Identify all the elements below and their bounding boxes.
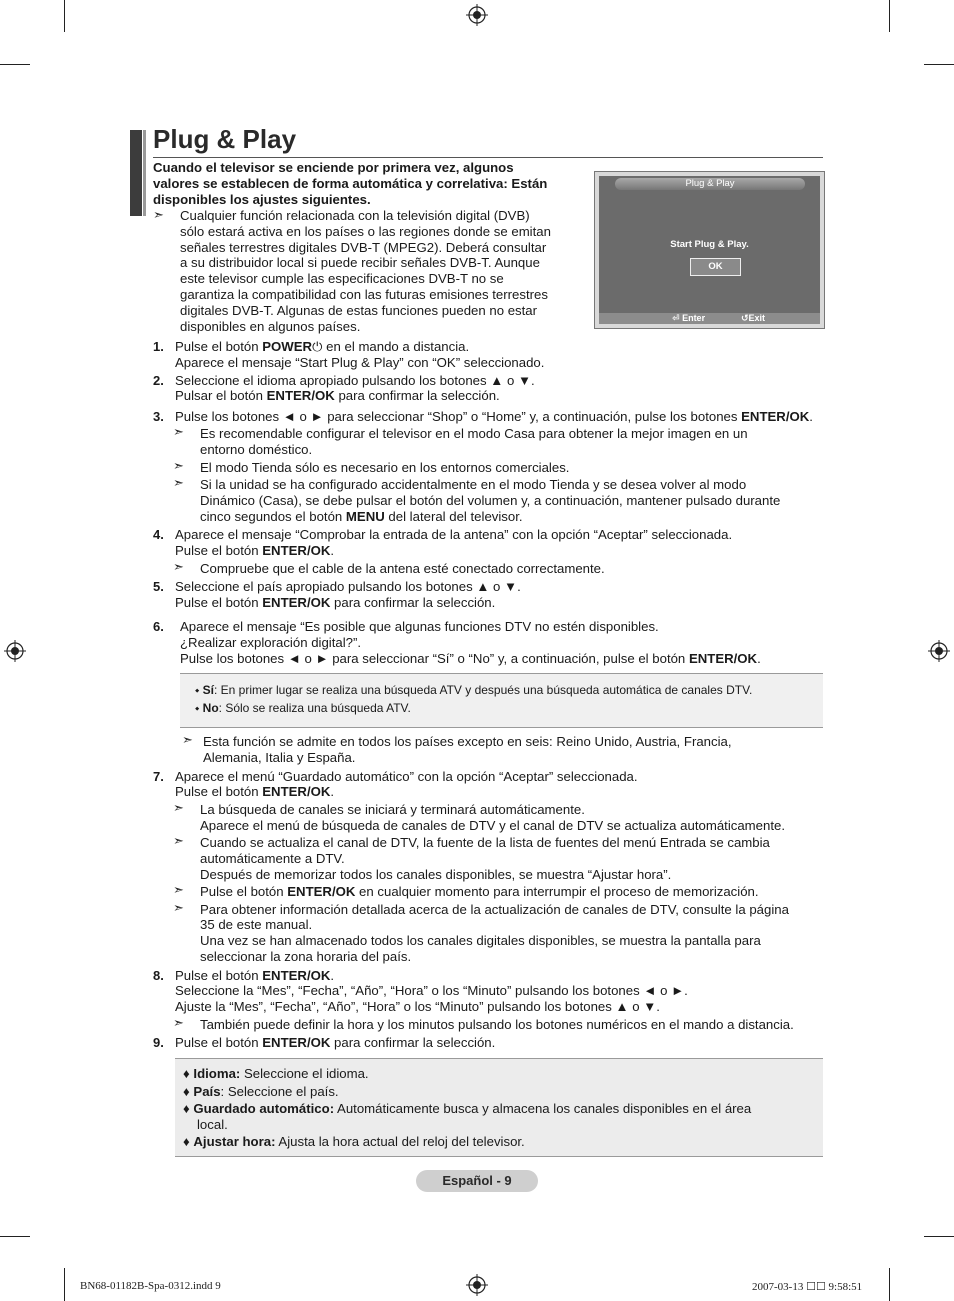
note-arrow-icon: ➣ [173,833,184,848]
step-7-note [200,884,759,900]
tv-screen-illustration [594,171,825,329]
text: Pulse los botones ◄ o ► para seleccionar “Shop” o “Home” y, a continuación, pulse los botones [175,409,742,424]
summary-item-continuation: local. [197,1117,228,1132]
step-8-line: Seleccione la “Mes”, “Fecha”, “Año”, “Hora” o los “Minuto” pulsando los botones ◄ o ►. [175,983,688,998]
option-no [195,701,411,717]
step-number: 3. [153,409,164,424]
text-bold: ENTER/OK [262,1035,331,1050]
step-7-note: Para obtener información detallada acerca de la actualización de canales de DTV, consulte la página [200,902,789,917]
text: para confirmar la selección. [330,595,496,610]
step-2-line: Seleccione el idioma apropiado pulsando los botones ▲ o ▼. [175,373,535,388]
dvb-note-line: garantiza la compatibilidad con las futuras emisiones terrestres [180,287,548,302]
bullet-icon: ♦ [183,1066,194,1081]
title-accent-bar [130,130,142,216]
step-7-note: Una vez se han almacenado todos los canales digitales disponibles, se muestra la pantalla para [200,933,761,948]
step-number: 7. [153,769,164,784]
intro-line: valores se establecen de forma automática y correlativa: Están [153,176,548,191]
text: Ajusta la hora actual del reloj del televisor. [275,1134,525,1149]
tv-screen-title: Plug & Play [615,178,805,190]
step-3-note: entorno doméstico. [200,442,313,457]
crop-mark [64,0,65,32]
text: . [330,543,335,558]
dvb-note-line: disponibles en algunos países. [180,319,361,334]
text: . [809,409,813,424]
step-4-line: Aparece el mensaje “Comprobar la entrada de la antena” con la opción “Aceptar” seleccionada. [175,527,733,542]
text: Pulse el botón [175,595,263,610]
crop-mark [924,64,954,65]
note-arrow-icon: ➣ [173,900,184,915]
bullet-icon: ⬩ [195,683,203,697]
text: . [330,968,335,983]
summary-item [183,1084,339,1100]
text-bold: ENTER/OK [262,784,331,799]
step-7-line [175,784,334,800]
text: Automáticamente busca y almacena los canales disponibles en el área [334,1101,752,1116]
intro-line: Cuando el televisor se enciende por primera vez, algunos [153,160,514,175]
tv-enter-hint [672,313,705,324]
dvb-note-line: este televisor cumple las especificaciones DVB-T no se [180,271,504,286]
step-number: 8. [153,968,164,983]
dvb-note-line: señales terrestres digitales DVB-T (MPEG2). Deberá consultar [180,240,547,255]
registration-mark-icon [466,4,488,26]
summary-item [183,1134,525,1150]
text: Pulse el botón [200,884,288,899]
text: cinco segundos el botón [200,509,346,524]
text-bold: Ajustar hora: [193,1134,276,1149]
step-6-note: Alemania, Italia y España. [203,750,356,765]
step-5-line: Seleccione el país apropiado pulsando los botones ▲ o ▼. [175,579,521,594]
step-7-note: La búsqueda de canales se iniciará y terminará automáticamente. [200,802,585,817]
step-3-note: Dinámico (Casa), se debe pulsar el botón del volumen y, a continuación, mantener pulsado durante [200,493,781,508]
step-number: 9. [153,1035,164,1050]
text: . [330,784,335,799]
text: Pulsar el botón [175,388,267,403]
text-bold: País [193,1084,221,1099]
step-1-line: Aparece el mensaje “Start Plug & Play” con “OK” seleccionado. [175,355,545,370]
page-title: Plug & Play [153,124,297,154]
crop-mark [64,1268,65,1301]
bullet-icon: ♦ [183,1134,194,1149]
step-8-note: También puede definir la hora y los minutos pulsando los botones numéricos en el mando a distancia. [200,1017,794,1032]
note-arrow-icon: ➣ [182,732,193,747]
tv-exit-hint [741,313,765,324]
step-5-line [175,595,495,611]
step-7-note: automáticamente a DTV. [200,851,345,866]
text: para confirmar la selección. [330,1035,496,1050]
crop-mark [0,1236,30,1237]
text-bold: ENTER/OK [266,388,335,403]
text: para confirmar la selección. [334,388,500,403]
text-bold: ENTER/OK [287,884,356,899]
step-number: 5. [153,579,164,594]
step-3-note: Si la unidad se ha configurado accidentalmente en el modo Tienda y se desea volver al modo [200,477,747,492]
step-4-note: Compruebe que el cable de la antena esté conectado correctamente. [200,561,605,576]
tv-screen-panel [599,176,820,324]
note-arrow-icon: ➣ [173,800,184,815]
step-7-note: 35 de este manual. [200,917,313,932]
step-7-note: Cuando se actualiza el canal de DTV, la fuente de la lista de fuentes del menú Entrada se cambia [200,835,770,850]
enter-icon: ⏎ [672,313,680,323]
text-bold: MENU [345,509,385,524]
text: Pulse el botón [175,339,263,354]
step-7-note: seleccionar la zona horaria del país. [200,949,412,964]
page-number-badge: Español - 9 [416,1170,538,1192]
text-bold: Idioma: [193,1066,241,1081]
text: : En primer lugar se realiza una búsqueda ATV y después una búsqueda automática de canales DTV. [214,683,753,697]
step-7-note: Aparece el menú de búsqueda de canales de DTV y el canal de DTV se actualiza automáticamente. [200,818,785,833]
step-1-line [175,339,469,355]
text: en cualquier momento para interrumpir el proceso de memorización. [355,884,759,899]
step-6-note: Esta función se admite en todos los países excepto en seis: Reino Unido, Austria, Francia, [203,734,732,749]
note-arrow-icon: ➣ [173,559,184,574]
text-bold: ENTER/OK [262,968,331,983]
tv-exit-label: Exit [748,313,766,323]
step-8-line [175,968,334,984]
text: Pulse el botón [175,1035,263,1050]
summary-item [183,1066,369,1082]
step-number: 6. [153,619,164,634]
step-number: 4. [153,527,164,542]
title-divider [153,157,823,158]
registration-mark-icon [466,1274,488,1296]
file-info: BN68-01182B-Spa-0312.indd 9 [80,1280,221,1292]
note-arrow-icon: ➣ [173,475,184,490]
text: Pulse los botones ◄ o ► para seleccionar “Sí” o “No” y, a continuación, pulse el botón [180,651,689,666]
step-7-note: Después de memorizar todos los canales disponibles, se muestra “Ajustar hora”. [200,867,672,882]
step-4-line [175,543,334,559]
step-6-line: Aparece el mensaje “Es posible que algunas funciones DTV no estén disponibles. [180,619,659,634]
intro-line: disponibles los ajustes siguientes. [153,192,371,207]
text-bold: ENTER/OK [262,595,331,610]
text: del lateral del televisor. [384,509,523,524]
title-accent-bar [143,130,146,216]
dvb-note-line: digitales DVB-T. Algunas de estas funciones pueden no estar [180,303,538,318]
registration-mark-icon [928,640,950,662]
text: Pulse el botón [175,784,263,799]
text: Seleccione el idioma. [240,1066,369,1081]
dvb-note-line: Cualquier función relacionada con la televisión digital (DVB) [180,208,530,223]
crop-mark [924,1236,954,1237]
crop-mark [889,1268,890,1301]
registration-mark-icon [4,640,26,662]
text-bold: ENTER/OK [741,409,810,424]
crop-mark [0,64,30,65]
step-number: 1. [153,339,164,354]
step-2-line [175,388,500,404]
text-bold: POWER [262,339,313,354]
text-bold: Guardado automático: [193,1101,335,1116]
tv-ok-button: OK [690,258,741,276]
step-3-note [200,509,523,525]
step-6-line: ¿Realizar exploración digital?”. [180,635,362,650]
step-number: 2. [153,373,164,388]
tv-screen-message: Start Plug & Play. [670,239,749,250]
note-arrow-icon: ➣ [153,207,164,222]
summary-item [183,1101,751,1117]
text: : Sólo se realiza una búsqueda ATV. [218,701,411,715]
text: . [757,651,761,666]
text-bold: ENTER/OK [262,543,331,558]
bullet-icon: ⬩ [195,701,203,715]
dvb-note-line: a su distribuidor local si puede recibir señales DVB-T. Aunque [180,255,540,270]
text: : Seleccione el país. [220,1084,339,1099]
text-bold: Sí [202,683,214,697]
bullet-icon: ♦ [183,1084,194,1099]
return-icon: ↺ [741,313,749,323]
step-7-line: Aparece el menú “Guardado automático” con la opción “Aceptar” seleccionada. [175,769,638,784]
print-timestamp: 2007-03-13 ☐☐ 9:58:51 [752,1281,863,1293]
text-bold: ENTER/OK [688,651,758,666]
text: en el mando a distancia. [322,339,470,354]
tv-screen-footer [599,313,820,324]
step-3-line [175,409,813,425]
step-6-line [180,651,761,667]
step-3-note: El modo Tienda sólo es necesario en los entornos comerciales. [200,460,570,475]
bullet-icon: ♦ [183,1101,194,1116]
step-3-note: Es recomendable configurar el televisor en el modo Casa para obtener la mejor imagen en un [200,426,748,441]
note-arrow-icon: ➣ [173,424,184,439]
crop-mark [889,0,890,32]
text: Pulse el botón [175,968,263,983]
note-arrow-icon: ➣ [173,882,184,897]
option-si [195,683,752,699]
tv-enter-label: Enter [682,313,706,323]
power-icon: ⏻ [312,339,323,354]
step-8-line: Ajuste la “Mes”, “Fecha”, “Año”, “Hora” o los “Minuto” pulsando los botones ▲ o ▼. [175,999,660,1014]
step-9-line [175,1035,495,1051]
dvb-note-line: sólo estará activa en los países o las regiones donde se emitan [180,224,551,239]
text: Pulse el botón [175,543,263,558]
text-bold: No [202,701,219,715]
note-arrow-icon: ➣ [173,1015,184,1030]
note-arrow-icon: ➣ [173,458,184,473]
